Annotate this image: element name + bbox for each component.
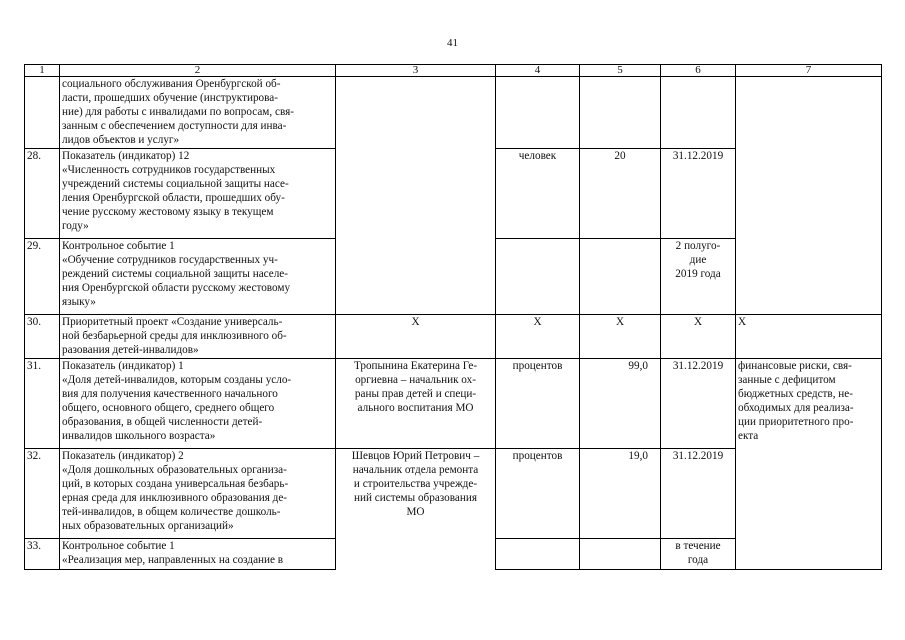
date-cell: в течение года: [661, 539, 736, 570]
unit-cell: человек: [496, 149, 580, 239]
value-cell: [580, 239, 661, 315]
row-number: 32.: [25, 449, 60, 539]
row-number: [25, 77, 60, 149]
row-description: Показатель (индикатор) 12 «Численность сотрудников государственных учреждений системы социальной защиты насе- ления Оренбургской области, прошедших обу- чение русскому жестовому языку в текущем году»: [60, 149, 336, 239]
value-cell: 19,0: [580, 449, 661, 539]
column-header: 7: [736, 65, 882, 77]
column-header: 1: [25, 65, 60, 77]
row-description: Показатель (индикатор) 1 «Доля детей-инвалидов, которым созданы усло- вия для получения качественного начального общего, основного общего, среднего общего образования, в общей численности детей- инвалидов школьного возраста»: [60, 359, 336, 449]
row-description: Показатель (индикатор) 2 «Доля дошкольных образовательных организа- ций, в которых создана универсальная безбарь- ерная среда для инклюзивного образования де- тей-инвалидов, в общем количестве дошколь- ных образовательных организаций»: [60, 449, 336, 539]
responsible-cell: Шевцов Юрий Петрович – начальник отдела ремонта и строительства учрежде- ний системы образования МО: [336, 449, 496, 570]
column-header: 5: [580, 65, 661, 77]
value-cell: [580, 77, 661, 149]
value-cell: X: [580, 315, 661, 359]
unit-cell: X: [496, 315, 580, 359]
responsible-cell: [336, 77, 496, 315]
row-number: 29.: [25, 239, 60, 315]
row-number: 33.: [25, 539, 60, 570]
unit-cell: [496, 77, 580, 149]
date-cell: 31.12.2019: [661, 449, 736, 539]
value-cell: [580, 539, 661, 570]
date-cell: X: [661, 315, 736, 359]
header-row: [25, 65, 882, 77]
plan-table: [24, 64, 882, 570]
row-number: 30.: [25, 315, 60, 359]
risks-cell: финансовые риски, свя- занные с дефицитом бюджетных средств, не- обходимых для реализа- ции приоритетного про- екта: [736, 359, 882, 570]
row-description: Контрольное событие 1 «Обучение сотрудников государственных уч- реждений системы социальной защиты населе- ния Оренбургской области русскому жестовому языку»: [60, 239, 336, 315]
date-cell: [661, 77, 736, 149]
page-number: 41: [447, 37, 458, 49]
row-description: Приоритетный проект «Создание универсаль- ной безбарьерной среды для инклюзивного об- разования детей-инвалидов»: [60, 315, 336, 359]
row-number: 28.: [25, 149, 60, 239]
unit-cell: процентов: [496, 449, 580, 539]
value-cell: 20: [580, 149, 661, 239]
table-row: [25, 315, 882, 359]
table-row: [25, 359, 882, 449]
responsible-cell: Тропынина Екатерина Ге- оргиевна – начальник ох- раны прав детей и специ- ального воспитания МО: [336, 359, 496, 449]
date-cell: 31.12.2019: [661, 149, 736, 239]
table-row: [25, 77, 882, 149]
value-cell: 99,0: [580, 359, 661, 449]
row-number: 31.: [25, 359, 60, 449]
unit-cell: процентов: [496, 359, 580, 449]
risks-cell: [736, 77, 882, 315]
unit-cell: [496, 539, 580, 570]
risks-cell: X: [736, 315, 882, 359]
column-header: 3: [336, 65, 496, 77]
column-header: 4: [496, 65, 580, 77]
row-description: Контрольное событие 1 «Реализация мер, направленных на создание в: [60, 539, 336, 570]
responsible-cell: X: [336, 315, 496, 359]
date-cell: 2 полуго- дие 2019 года: [661, 239, 736, 315]
row-description: социального обслуживания Оренбургской об- ласти, прошедших обучение (инструктирова- ние) для работы с инвалидами по вопросам, свя- занным с обеспечением доступности для инва- лидов объектов и услуг»: [60, 77, 336, 149]
unit-cell: [496, 239, 580, 315]
date-cell: 31.12.2019: [661, 359, 736, 449]
column-header: 2: [60, 65, 336, 77]
column-header: 6: [661, 65, 736, 77]
